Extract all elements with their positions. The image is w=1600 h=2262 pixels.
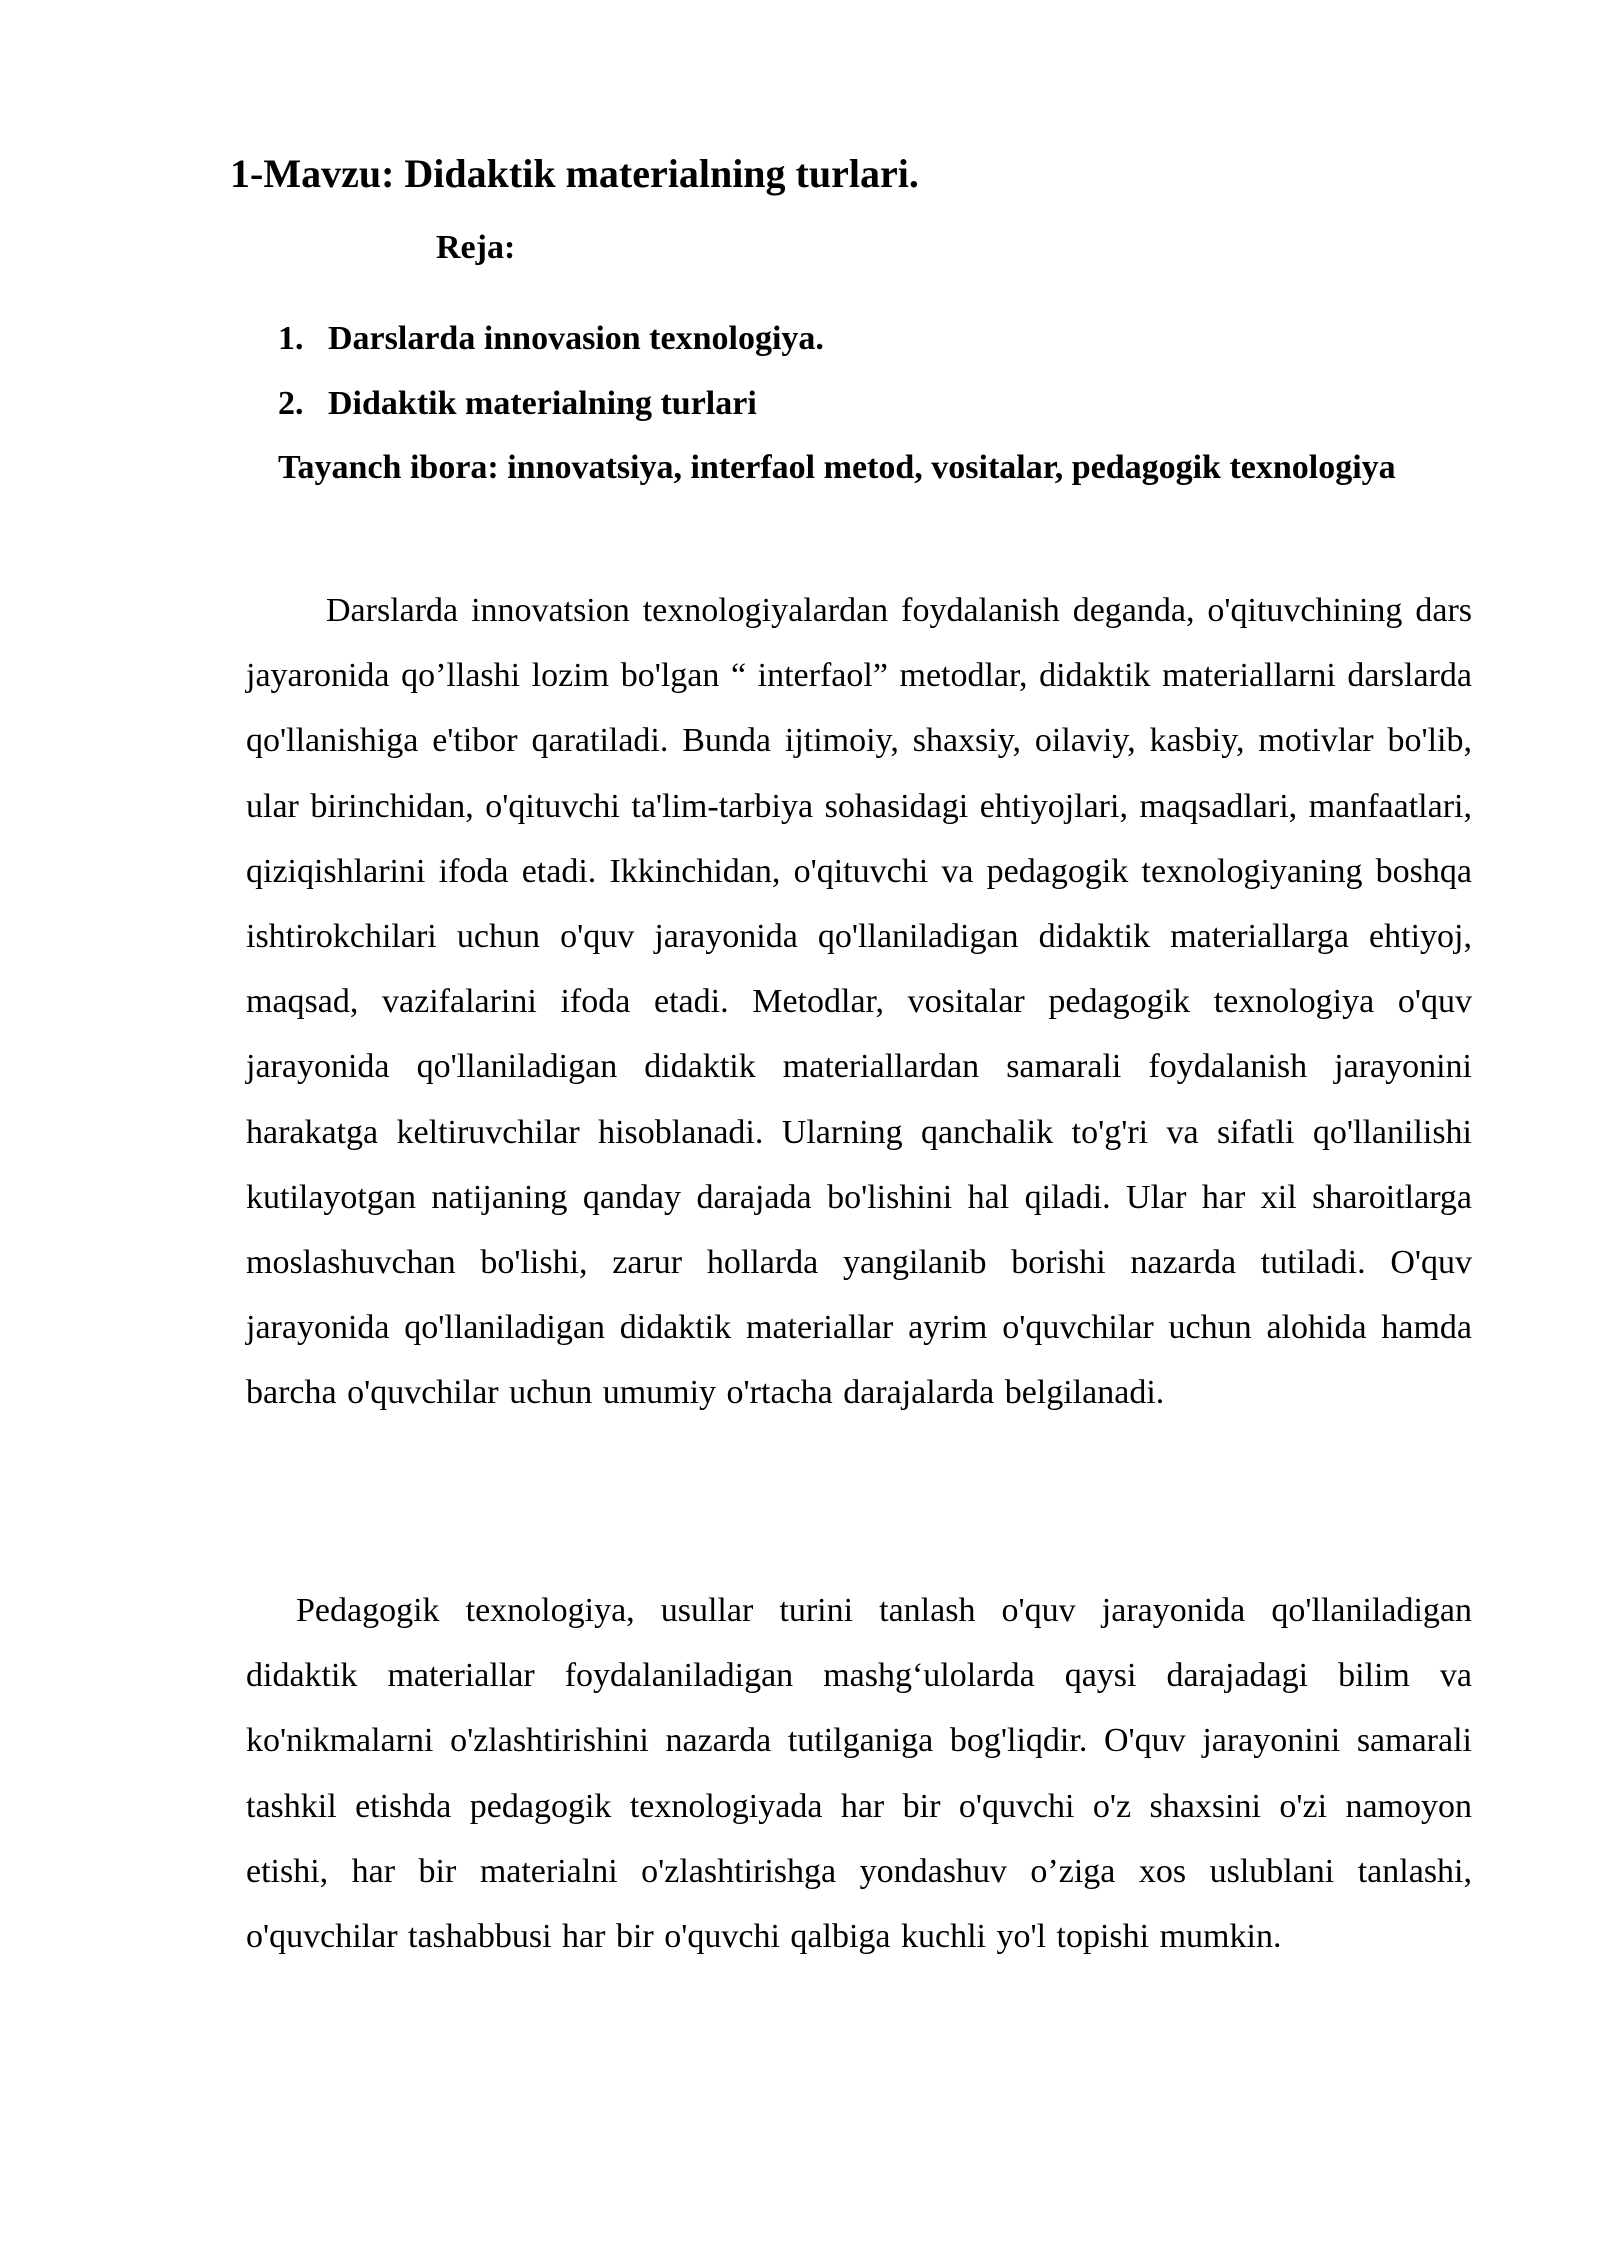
keywords-paragraph: Tayanch ibora: innovatsiya, interfaol metod, vositalar, pedagogik texnologiya [278,449,1396,486]
plan-heading: Reja: [436,229,516,266]
plan-item-number: 1. [278,320,304,357]
plan-list [278,306,824,436]
page-title: 1-Mavzu: Didaktik materialning turlari. [230,151,919,196]
plan-item-text: Darslarda innovasion texnologiya. [328,320,824,357]
plan-item-number: 2. [278,385,304,422]
plan-item-text: Didaktik materialning turlari [328,385,757,422]
plan-item [278,371,824,436]
plan-item [278,306,824,371]
body-paragraph: Darslarda innovatsion texnologiyalardan foydalanish deganda, o'qituvchining dars jayaronida qo’llashi lozim bo'lgan “ interfaol” metodlar, didaktik materiallarni darslarda qo'llanishiga e'tibor qaratiladi. Bunda ijtimoiy, shaxsiy, oilaviy, kasbiy, motivlar bo'lib, ular birinchidan, o'qituvchi ta'lim-tarbiya sohasidagi ehtiyojlari, maqsadlari, manfaatlari, qiziqishlarini ifoda etadi. Ikkinchidan, o'qituvchi va pedagogik texnologiyaning boshqa ishtirokchilari uchun o'quv jarayonida qo'llaniladigan didaktik materiallarga ehtiyoj, maqsad, vazifalarini ifoda etadi. Metodlar, vositalar pedagogik texnologiya o'quv jarayonida qo'llaniladigan didaktik materiallardan samarali foydalanish jarayonini harakatga keltiruvchilar hisoblanadi. Ularning qanchalik to'g'ri va sifatli qo'llanilishi kutilayotgan natijaning qanday darajada bo'lishini hal qiladi. Ular har xil sharoitlarga moslashuvchan bo'lishi, zarur hollarda yangilanib borishi nazarda tutiladi. O'quv jarayonida qo'llaniladigan didaktik materiallar ayrim o'quvchilar uchun alohida hamda barcha o'quvchilar uchun umumiy o'rtacha darajalarda belgilanadi. [246,592,1472,1412]
body-paragraph: Pedagogik texnologiya, usullar turini tanlash o'quv jarayonida qo'llaniladigan didaktik materiallar foydalaniladigan mashg‘ulolarda qaysi darajadagi bilim va ko'nikmalarni o'zlashtirishini nazarda tutilganiga bog'liqdir. O'quv jarayonini samarali tashkil etishda pedagogik texnologiyada har bir o'quvchi o'z shaxsini o'zi namoyon etishi, har bir materialni o'zlashtirishga yondashuv o’ziga xos uslublani tanlashi, o'quvchilar tashabbusi har bir o'quvchi qalbiga kuchli yo'l topishi mumkin. [246,1592,1472,1956]
